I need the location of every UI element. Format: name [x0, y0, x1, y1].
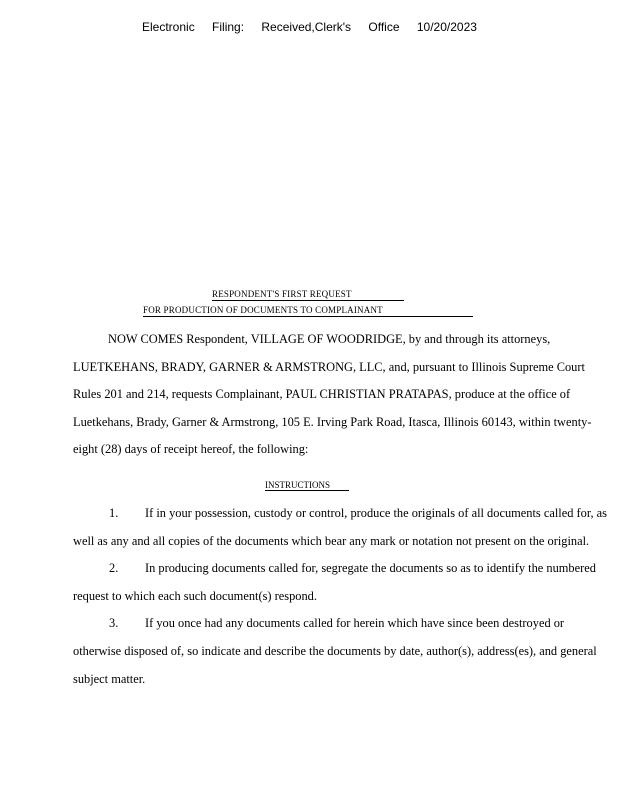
stamp-word-office: Office [368, 20, 400, 34]
document-title-line-2: FOR PRODUCTION OF DOCUMENTS TO COMPLAINANT [143, 305, 473, 317]
stamp-word-electronic: Electronic [142, 20, 195, 34]
intro-paragraph [73, 326, 613, 464]
instruction-text: If in your possession, custody or control, produce the originals of all documents called for, as well as any and all copies of the documents which bear any mark or notation not present on the original. [73, 506, 607, 548]
instructions-heading: INSTRUCTIONS [265, 480, 349, 491]
intro-text: NOW COMES Respondent, VILLAGE OF WOODRIDGE, by and through its attorneys, LUETKEHANS, BRADY, GARNER & ARMSTRONG, LLC, and, pursuant to Illinois Supreme Court Rules 201 and 214, requests Complainant, PAUL CHRISTIAN PRATAPAS, produce at the office of Luetkehans, Brady, Garner & Armstrong, 105 E. Irving Park Road, Itasca, Illinois 60143, within twenty-eight (28) days of receipt hereof, the following: [73, 332, 592, 457]
stamp-word-received: Received,Clerk's [261, 20, 352, 34]
instruction-number: 1. [109, 506, 119, 520]
stamp-word-filing: Filing: [212, 20, 245, 34]
instruction-text: In producing documents called for, segregate the documents so as to identify the numbered request to which each such document(s) respond. [73, 561, 596, 603]
instruction-item [73, 555, 613, 610]
instruction-number: 2. [109, 561, 119, 576]
document-title-line-1: RESPONDENT'S FIRST REQUEST [212, 289, 404, 301]
electronic-filing-stamp [142, 20, 491, 34]
instruction-text: If you once had any documents called for herein which have since been destroyed or otherwise disposed of, so indicate and describe the documents by date, author(s), address(es), and general subject matter. [73, 616, 597, 686]
stamp-date: 10/20/2023 [416, 20, 477, 34]
instruction-number: 3. [109, 616, 119, 631]
instruction-item [73, 500, 613, 555]
instruction-item [73, 610, 613, 693]
instructions-list [73, 500, 613, 693]
